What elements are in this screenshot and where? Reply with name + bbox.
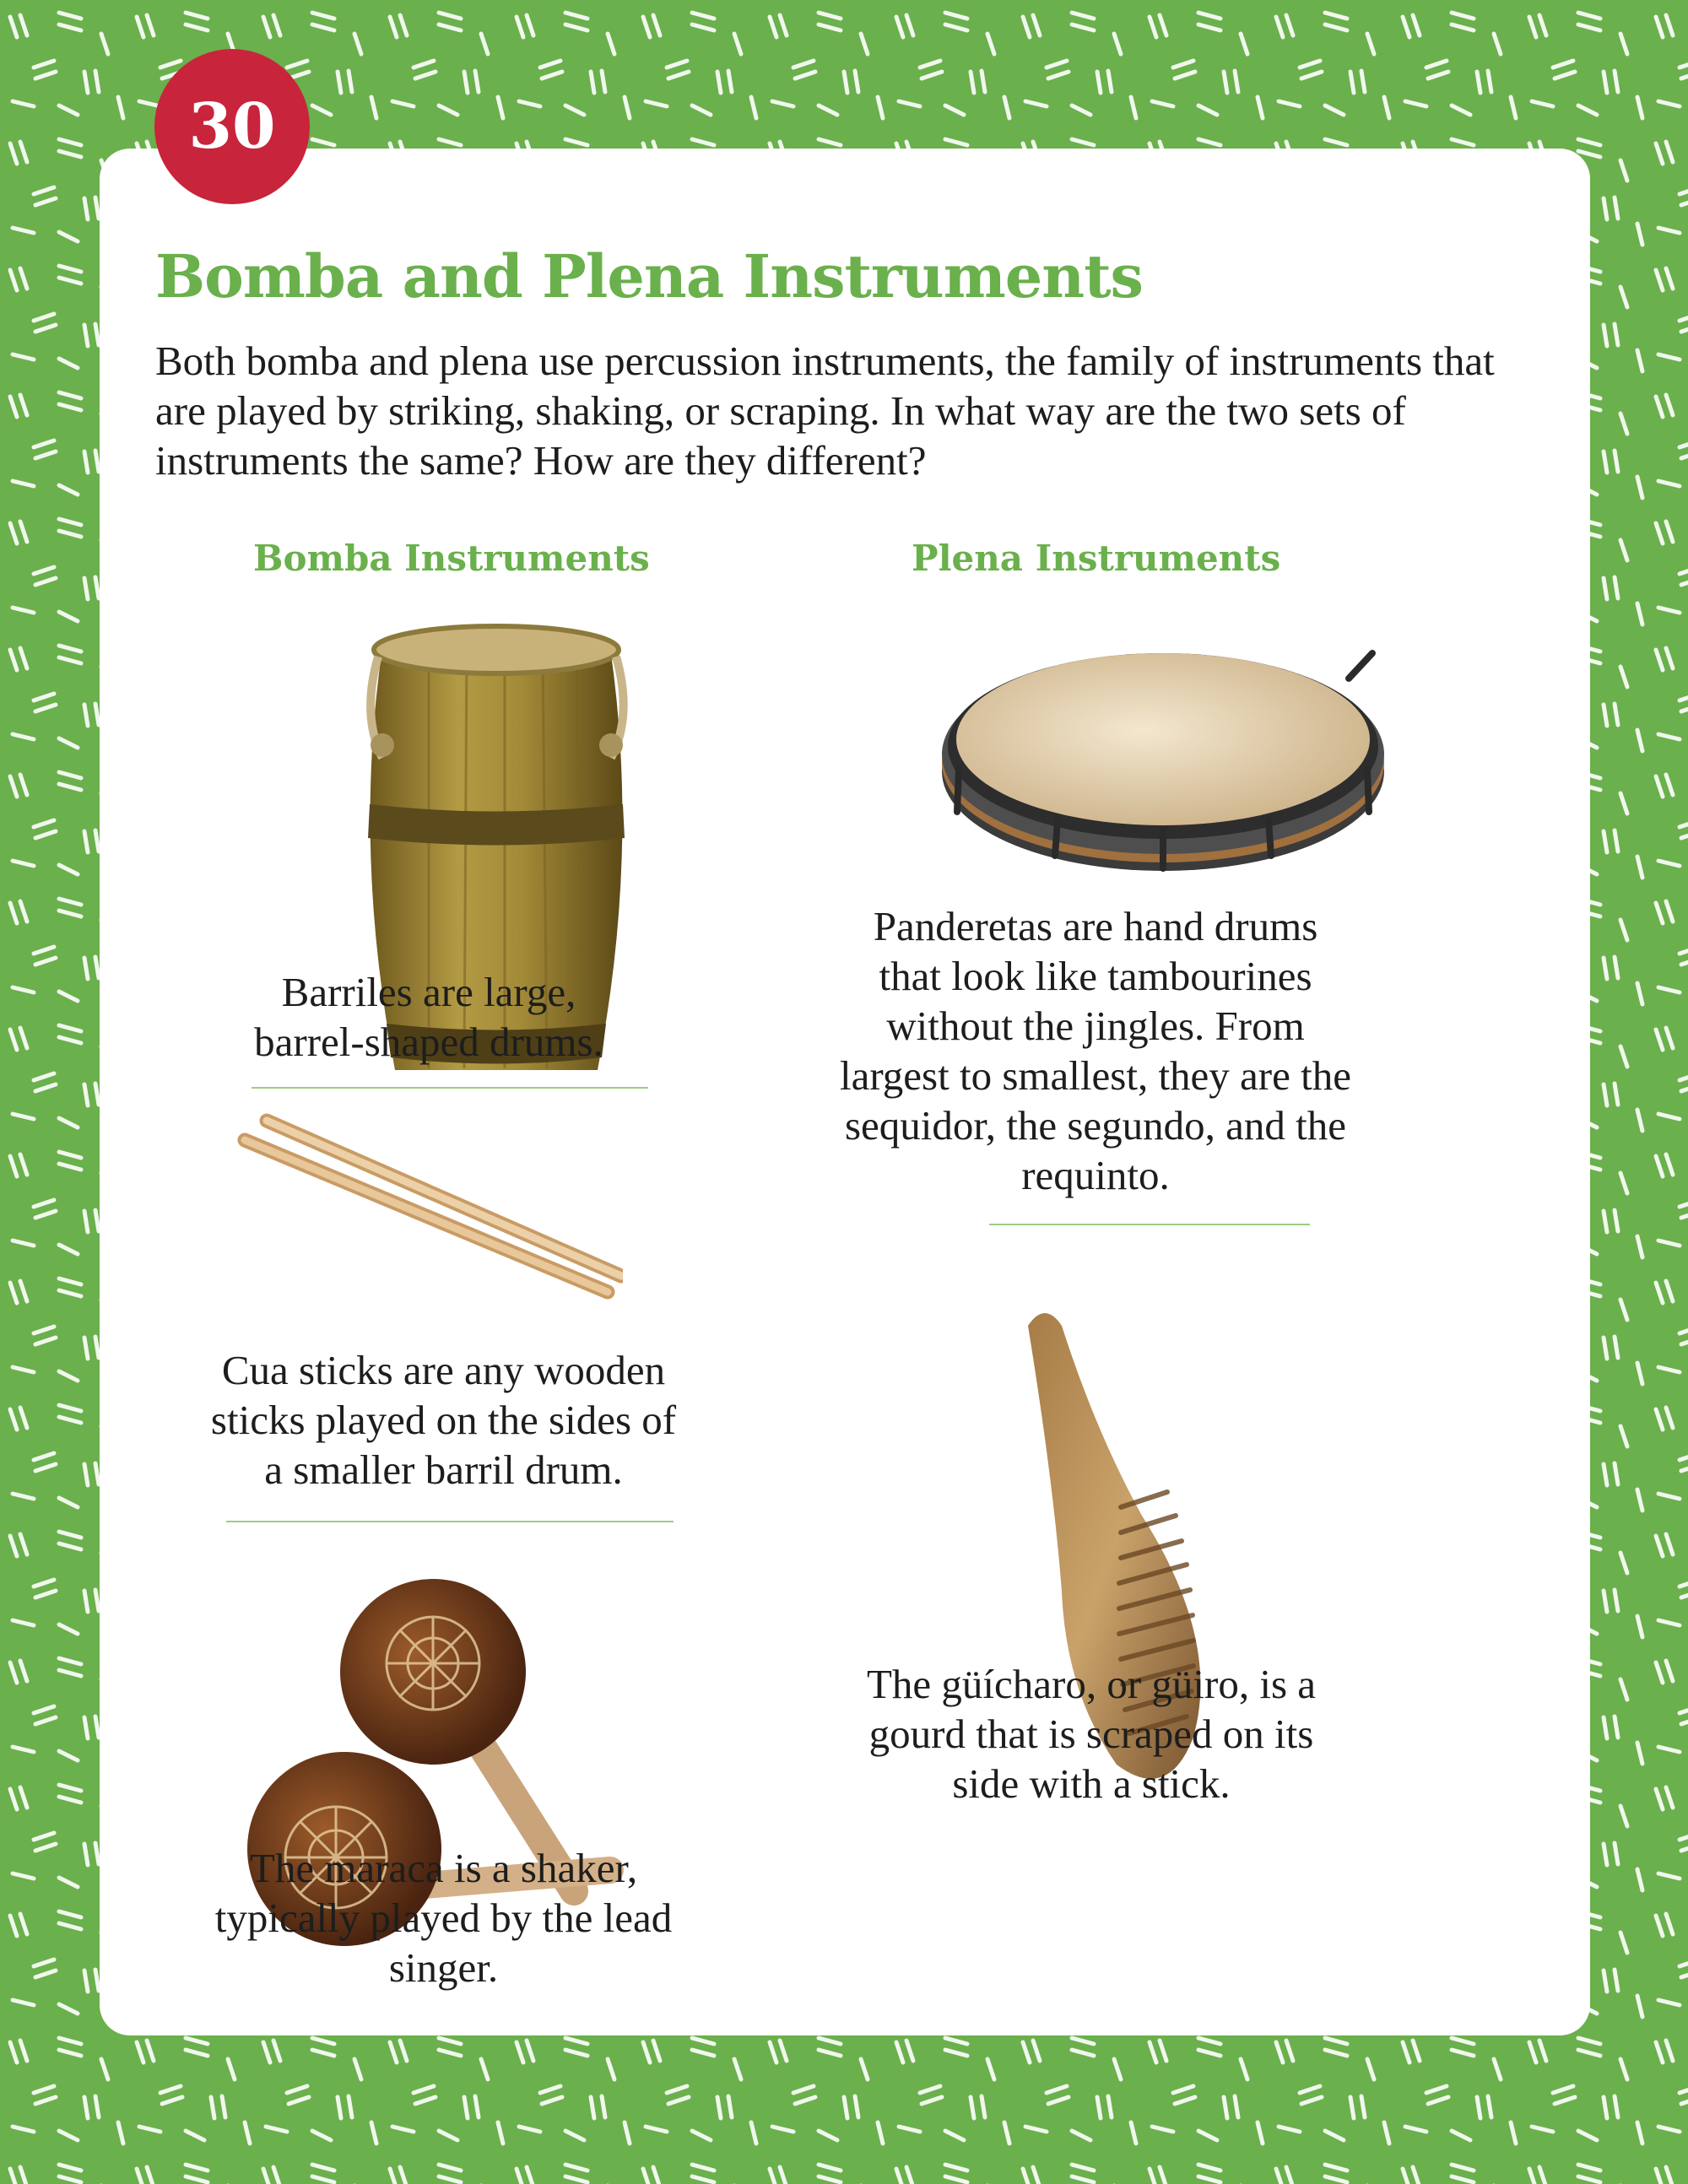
content-card xyxy=(100,149,1590,2035)
plena-heading: Plena Instruments xyxy=(912,538,1281,579)
cua-sticks-photo xyxy=(226,1111,623,1322)
page-number-badge xyxy=(154,49,310,204)
cua-sticks-caption: Cua sticks are any wooden sticks played on the sides of a smaller barril drum. xyxy=(210,1347,677,1493)
pandereta-caption: Panderetas are hand drums that look like tambourines without the jingles. From largest to smallest, they are the sequidor, the segundo, and the requinto. xyxy=(840,903,1351,1198)
page-number: 30 xyxy=(188,90,276,163)
maraca-caption: The maraca is a shaker, typically played by the lead singer. xyxy=(214,1845,673,1991)
bomba-divider-2 xyxy=(226,1521,674,1522)
intro-text: Both bomba and plena use percussion instruments, the family of instruments that are played by striking, shaking, or scraping. In what way are the two sets of instruments the same? How are they different? xyxy=(155,338,1495,484)
bomba-divider-1 xyxy=(252,1087,648,1089)
bomba-heading: Bomba Instruments xyxy=(253,538,650,579)
guiro-caption: The güícharo, or güiro, is a gourd that is scraped on its side with a stick. xyxy=(866,1661,1317,1807)
pandereta-photo xyxy=(910,628,1416,881)
barril-caption: Barriles are large, barrel-shaped drums. xyxy=(254,969,603,1065)
plena-divider-1 xyxy=(989,1224,1310,1225)
page-title: Bomba and Plena Instruments xyxy=(155,241,1143,311)
